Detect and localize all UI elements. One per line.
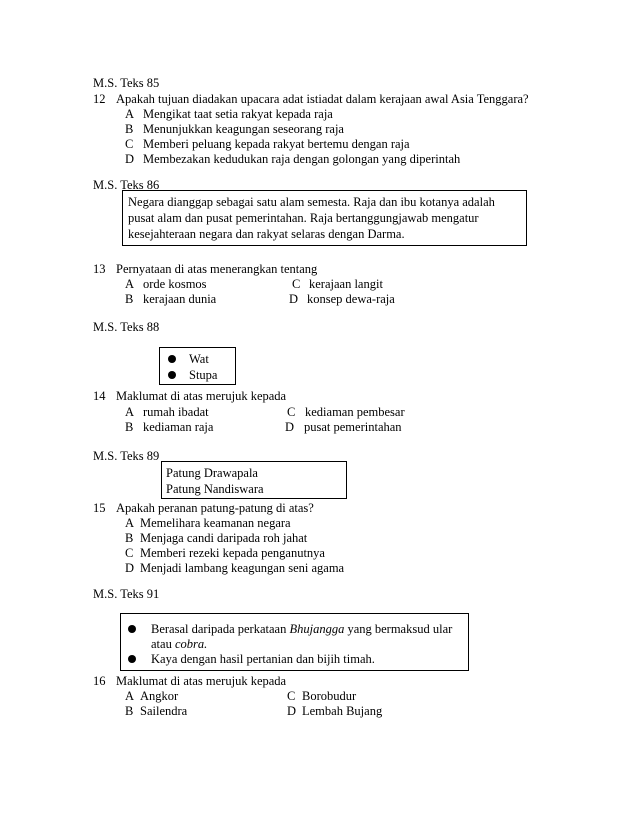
section-heading-86: M.S. Teks 86 (93, 178, 160, 192)
question-text: Maklumat di atas merujuk kepada (116, 389, 287, 403)
option-text: rumah ibadat (143, 405, 209, 419)
question-number: 14 (93, 389, 106, 403)
option-letter: A (125, 107, 135, 121)
option-text: kediaman pembesar (305, 405, 405, 419)
option-text: Menjaga candi daripada roh jahat (140, 531, 308, 545)
option-text: Angkor (140, 689, 179, 703)
option-text: kerajaan langit (309, 277, 383, 291)
option-text: Mengikat taat setia rakyat kepada raja (143, 107, 333, 121)
question-number: 15 (93, 501, 106, 515)
option-text: Memelihara keamanan negara (140, 516, 291, 530)
option-letter: D (125, 152, 135, 166)
bullet-icon (168, 355, 176, 363)
question-number: 12 (93, 92, 106, 106)
bullet-item: Kaya dengan hasil pertanian dan bijih timah. (151, 652, 375, 666)
option-letter: B (125, 292, 134, 306)
question-text: Apakah peranan patung-patung di atas? (116, 501, 314, 515)
question-text: Pernyataan di atas menerangkan tentang (116, 262, 318, 276)
option-text: Lembah Bujang (302, 704, 383, 718)
bullet-icon (128, 625, 136, 633)
option-text: konsep dewa-raja (307, 292, 395, 306)
option-letter: A (125, 277, 135, 291)
box-text-line: pusat alam dan pusat pemerintahan. Raja bertanggungjawab mengatur (128, 211, 479, 225)
option-letter: D (285, 420, 295, 434)
bullet-item: Wat (189, 352, 209, 366)
question-number: 13 (93, 262, 106, 276)
option-letter: D (289, 292, 299, 306)
section-heading-91: M.S. Teks 91 (93, 587, 160, 601)
box-text-line: Negara dianggap sebagai satu alam semesta. Raja dan ibu kotanya adalah (128, 195, 495, 209)
option-letter: B (125, 531, 134, 545)
option-text: kerajaan dunia (143, 292, 217, 306)
section-heading-88: M.S. Teks 88 (93, 320, 160, 334)
question-number: 16 (93, 674, 106, 688)
bullet-icon (168, 371, 176, 379)
option-text: orde kosmos (143, 277, 207, 291)
option-letter: B (125, 420, 134, 434)
bullet-icon (128, 655, 136, 663)
option-letter: B (125, 704, 134, 718)
option-text: pusat pemerintahan (304, 420, 402, 434)
question-text: Maklumat di atas merujuk kepada (116, 674, 287, 688)
option-text: Sailendra (140, 704, 188, 718)
bullet-item: Stupa (189, 368, 218, 382)
option-text: Borobudur (302, 689, 357, 703)
option-letter: A (125, 405, 135, 419)
option-text: Menjadi lambang keagungan seni agama (140, 561, 345, 575)
option-letter: C (125, 137, 134, 151)
option-letter: C (125, 546, 134, 560)
option-text: Membezakan kedudukan raja dengan golongan yang diperintah (143, 152, 461, 166)
option-letter: C (292, 277, 301, 291)
bullet-item: Berasal daripada perkataan Bhujangga yang bermaksud ular (151, 622, 453, 636)
question-text: Apakah tujuan diadakan upacara adat istiadat dalam kerajaan awal Asia Tenggara? (116, 92, 529, 106)
option-letter: A (125, 689, 135, 703)
option-letter: B (125, 122, 134, 136)
box-text-line: Patung Drawapala (166, 466, 258, 480)
section-heading-89: M.S. Teks 89 (93, 449, 160, 463)
box-text-line: kesejahteraan negara dan rakyat selaras dengan Darma. (128, 227, 405, 241)
option-text: Memberi peluang kepada rakyat bertemu dengan raja (143, 137, 410, 151)
section-heading-85: M.S. Teks 85 (93, 76, 160, 90)
option-letter: D (125, 561, 135, 575)
option-text: Memberi rezeki kepada penganutnya (140, 546, 325, 560)
option-letter: D (287, 704, 297, 718)
option-letter: C (287, 689, 296, 703)
option-letter: C (287, 405, 296, 419)
box-text-line: Patung Nandiswara (166, 482, 264, 496)
option-text: kediaman raja (143, 420, 214, 434)
option-text: Menunjukkan keagungan seseorang raja (143, 122, 344, 136)
option-letter: A (125, 516, 135, 530)
bullet-item-continued: atau cobra. (151, 637, 208, 651)
